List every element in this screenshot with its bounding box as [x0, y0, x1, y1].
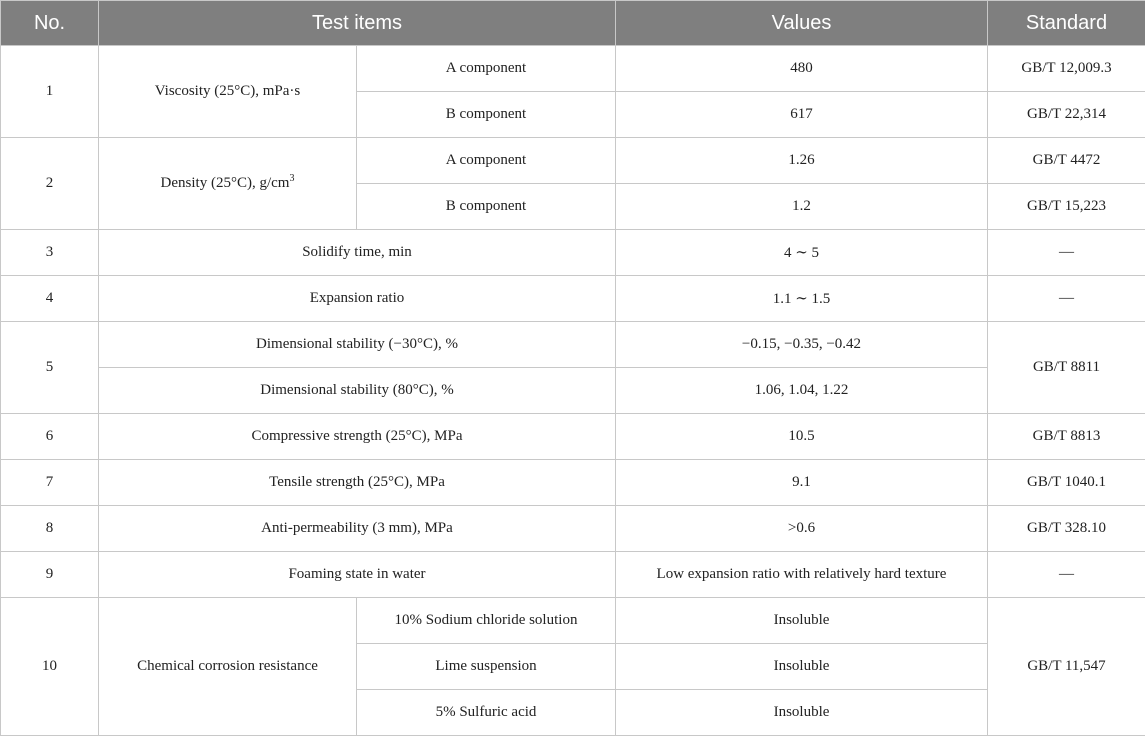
- test-value: Low expansion ratio with relatively hard texture: [616, 552, 988, 598]
- test-subitem: A component: [357, 138, 616, 184]
- test-item: Expansion ratio: [99, 276, 616, 322]
- header-values: Values: [616, 1, 988, 46]
- row-number: 3: [1, 230, 99, 276]
- test-value: 1.2: [616, 184, 988, 230]
- table-row: [1, 598, 1145, 644]
- test-item-text: Density (25°C), g/cm: [161, 175, 290, 191]
- test-subitem: 10% Sodium chloride solution: [357, 598, 616, 644]
- row-number: 2: [1, 138, 99, 230]
- test-item: Chemical corrosion resistance: [99, 598, 357, 736]
- row-number: 4: [1, 276, 99, 322]
- test-item: [99, 138, 357, 230]
- test-value: >0.6: [616, 506, 988, 552]
- row-number: 8: [1, 506, 99, 552]
- test-item: Solidify time, min: [99, 230, 616, 276]
- test-subitem: B component: [357, 184, 616, 230]
- test-value: Insoluble: [616, 598, 988, 644]
- test-standard: —: [988, 552, 1145, 598]
- row-number: 9: [1, 552, 99, 598]
- test-subitem: A component: [357, 46, 616, 92]
- test-value: 9.1: [616, 460, 988, 506]
- table-row: [1, 552, 1145, 598]
- test-item: Foaming state in water: [99, 552, 616, 598]
- table-row: [1, 460, 1145, 506]
- header-no: No.: [1, 1, 99, 46]
- test-value: 10.5: [616, 414, 988, 460]
- test-item: Viscosity (25°C), mPa·s: [99, 46, 357, 138]
- test-item: Tensile strength (25°C), MPa: [99, 460, 616, 506]
- table-row: [1, 46, 1145, 92]
- table-row: [1, 138, 1145, 184]
- test-standard: GB/T 15,223: [988, 184, 1145, 230]
- row-number: 5: [1, 322, 99, 414]
- test-standard: —: [988, 276, 1145, 322]
- test-standard: GB/T 8811: [988, 322, 1145, 414]
- test-value: Insoluble: [616, 690, 988, 736]
- test-standard: GB/T 1040.1: [988, 460, 1145, 506]
- table-row: [1, 506, 1145, 552]
- row-number: 6: [1, 414, 99, 460]
- test-value: 1.06, 1.04, 1.22: [616, 368, 988, 414]
- table-row: [1, 322, 1145, 368]
- test-value: 617: [616, 92, 988, 138]
- test-item: Dimensional stability (80°C), %: [99, 368, 616, 414]
- test-standard: —: [988, 230, 1145, 276]
- header-row: [1, 1, 1145, 46]
- test-standard: GB/T 8813: [988, 414, 1145, 460]
- test-value: Insoluble: [616, 644, 988, 690]
- table-row: [1, 368, 1145, 414]
- test-standard: GB/T 4472: [988, 138, 1145, 184]
- test-subitem: B component: [357, 92, 616, 138]
- table-row: [1, 276, 1145, 322]
- table-row: [1, 230, 1145, 276]
- test-value: 1.26: [616, 138, 988, 184]
- test-item: Anti-permeability (3 mm), MPa: [99, 506, 616, 552]
- test-value: −0.15, −0.35, −0.42: [616, 322, 988, 368]
- test-standard: GB/T 22,314: [988, 92, 1145, 138]
- test-value: 4 ∼ 5: [616, 230, 988, 276]
- row-number: 10: [1, 598, 99, 736]
- test-item: Dimensional stability (−30°C), %: [99, 322, 616, 368]
- test-standard: GB/T 11,547: [988, 598, 1145, 736]
- test-item: Compressive strength (25°C), MPa: [99, 414, 616, 460]
- test-standard: GB/T 328.10: [988, 506, 1145, 552]
- test-subitem: Lime suspension: [357, 644, 616, 690]
- test-value: 1.1 ∼ 1.5: [616, 276, 988, 322]
- superscript: 3: [289, 173, 294, 184]
- header-test-items: Test items: [99, 1, 616, 46]
- table-row: [1, 414, 1145, 460]
- header-standard: Standard: [988, 1, 1145, 46]
- test-value: 480: [616, 46, 988, 92]
- test-standard: GB/T 12,009.3: [988, 46, 1145, 92]
- test-subitem: 5% Sulfuric acid: [357, 690, 616, 736]
- row-number: 1: [1, 46, 99, 138]
- row-number: 7: [1, 460, 99, 506]
